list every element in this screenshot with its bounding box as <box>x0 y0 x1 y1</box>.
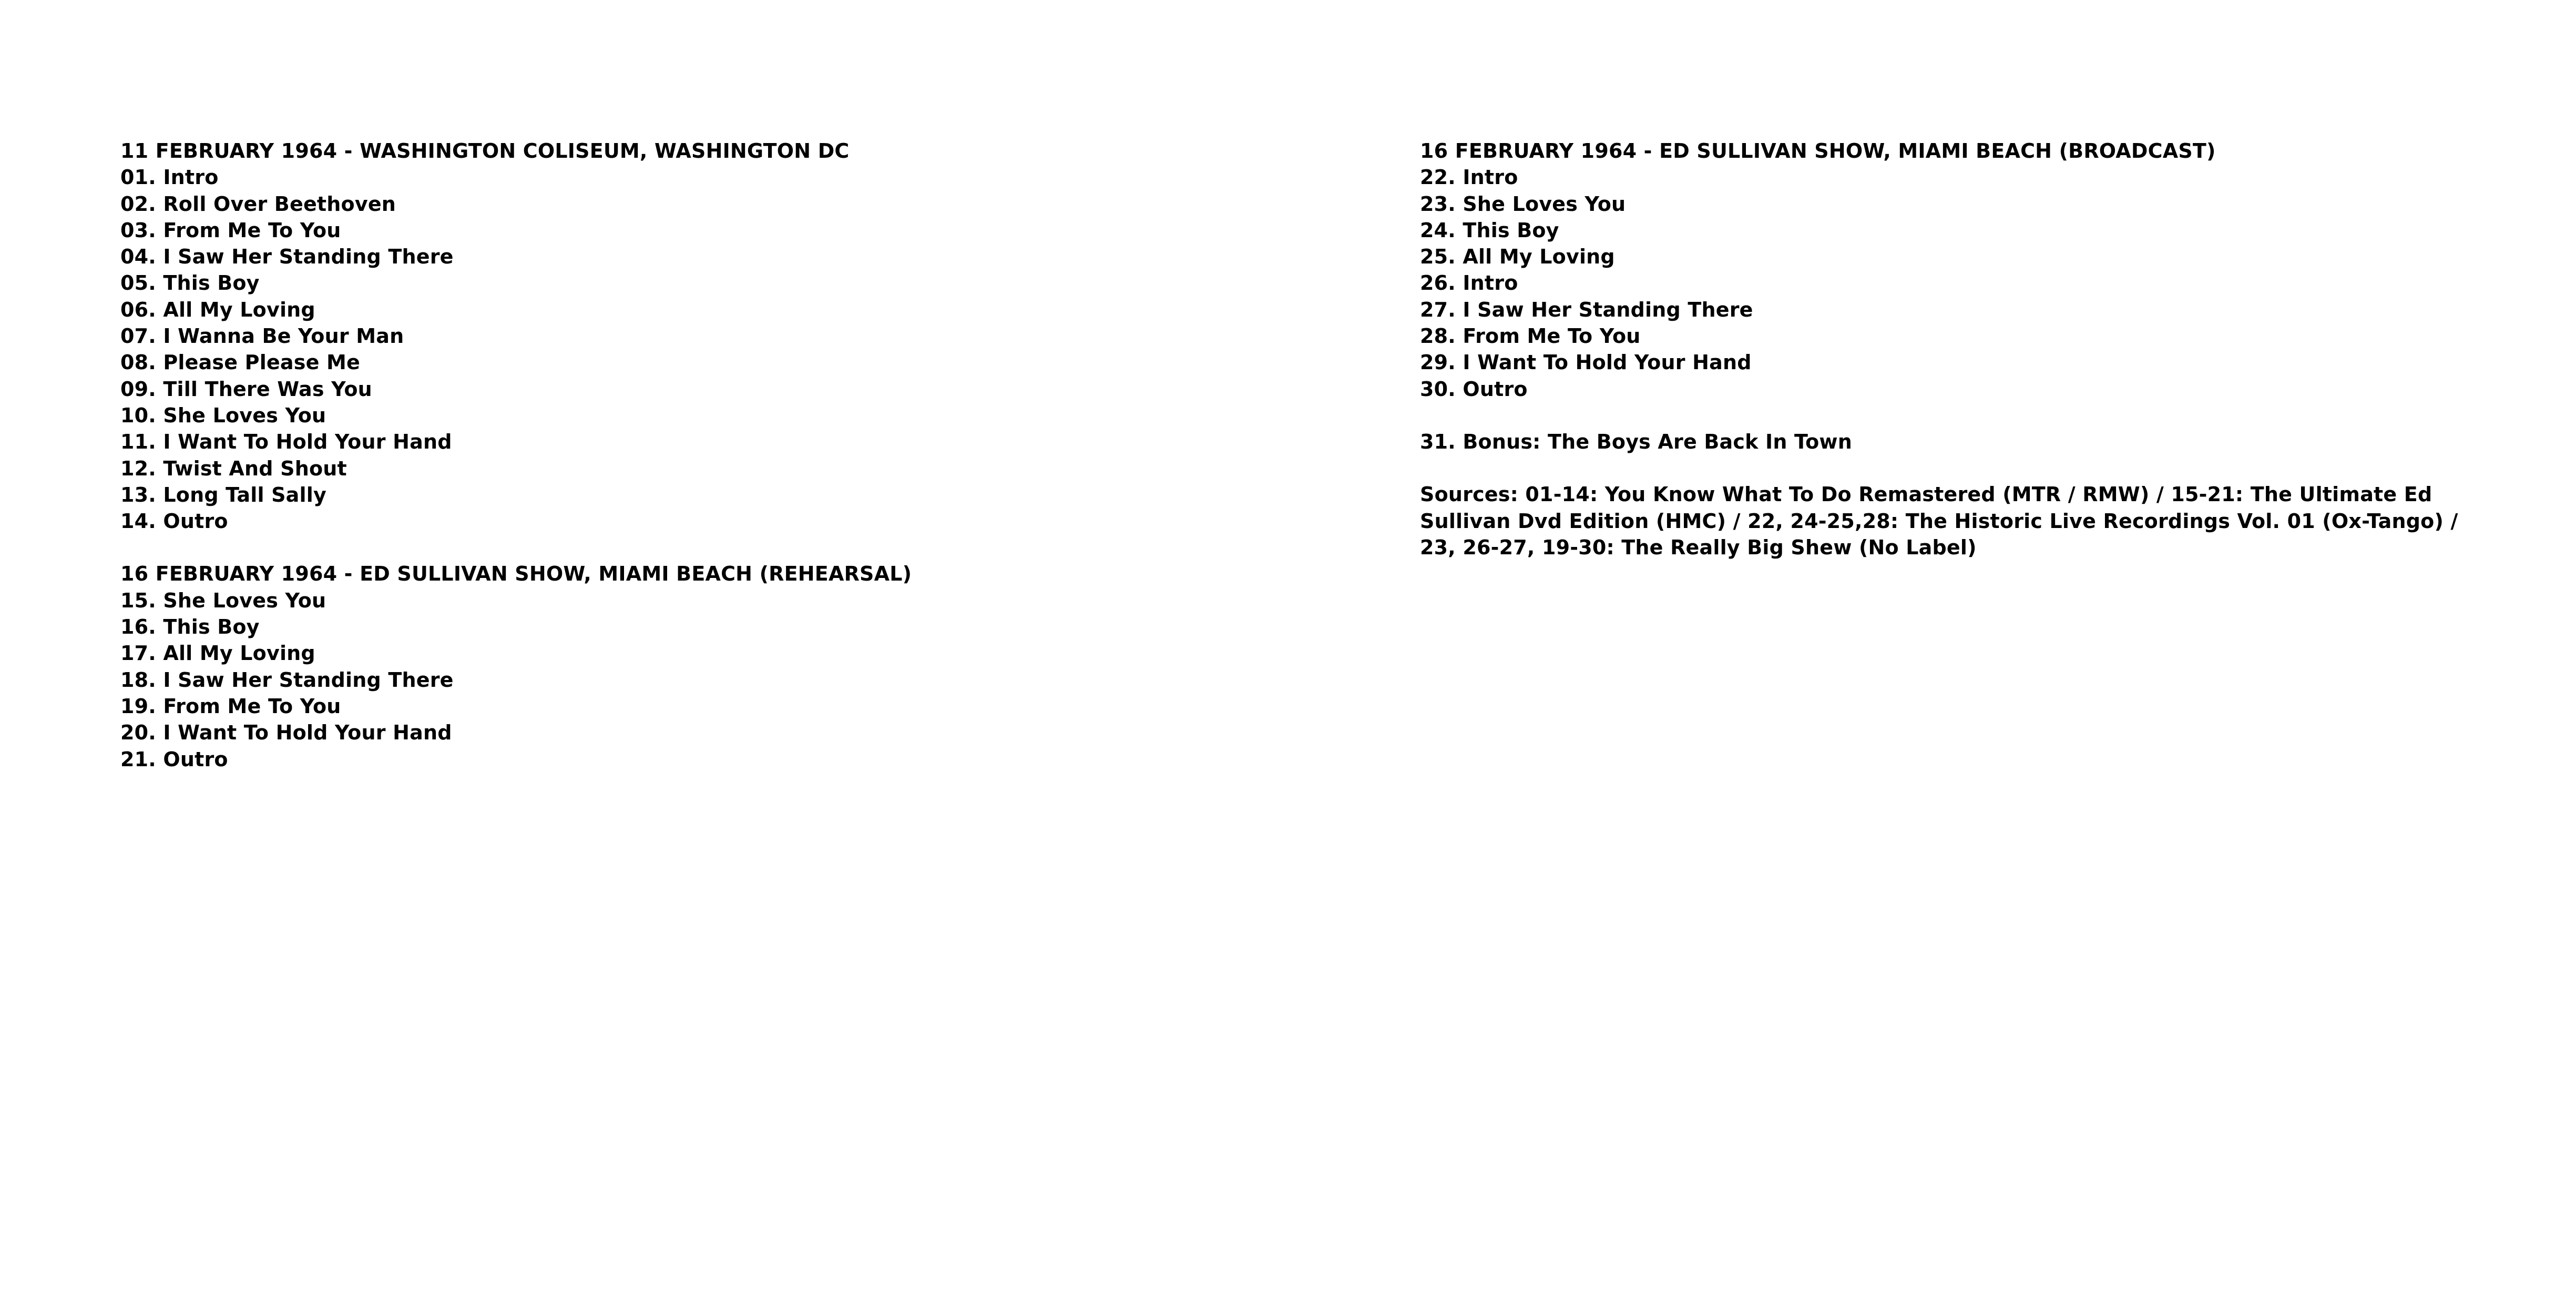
track-item: 20. I Want To Hold Your Hand <box>120 721 452 745</box>
track-item: 18. I Saw Her Standing There <box>120 668 454 692</box>
track-item: 15. She Loves You <box>120 588 326 612</box>
left-column <box>120 138 1330 799</box>
track-item: 23. She Loves You <box>1420 192 1626 216</box>
track-item: 07. I Wanna Be Your Man <box>120 324 404 348</box>
track-item: 12. Twist And Shout <box>120 456 347 480</box>
section-heading: 16 FEBRUARY 1964 - ED SULLIVAN SHOW, MIAMI BEACH (BROADCAST) <box>1420 139 2216 162</box>
track-item: 25. All My Loving <box>1420 245 1615 269</box>
track-item: 03. From Me To You <box>120 218 341 242</box>
track-item: 06. All My Loving <box>120 298 315 321</box>
ed-sullivan-rehearsal-section <box>120 561 1330 772</box>
track-item: 04. I Saw Her Standing There <box>120 245 454 269</box>
track-item: 30. Outro <box>1420 377 1528 401</box>
track-item: 19. From Me To You <box>120 694 341 718</box>
track-item: 27. I Saw Her Standing There <box>1420 298 1753 321</box>
track-item: 13. Long Tall Sally <box>120 483 326 506</box>
track-item: 29. I Want To Hold Your Hand <box>1420 351 1752 374</box>
track-item: 28. From Me To You <box>1420 324 1641 348</box>
track-item: 08. Please Please Me <box>120 351 360 374</box>
washington-coliseum-section <box>120 138 1330 534</box>
track-item: 11. I Want To Hold Your Hand <box>120 430 452 454</box>
track-item: 17. All My Loving <box>120 642 315 665</box>
bonus-track: 31. Bonus: The Boys Are Back In Town <box>1420 430 1852 453</box>
track-item: 01. Intro <box>120 166 219 189</box>
right-column <box>1420 138 2482 587</box>
track-item: 09. Till There Was You <box>120 377 372 401</box>
sources-note: Sources: 01-14: You Know What To Do Remastered (MTR / RMW) / 15-21: The Ultimate Ed Sullivan Dvd Edition (HMC) / 22, 24-25,28: The Historic Live Recordings Vol. 01 (Ox-Tango) / 23, 26-27, 19-30: The Really Big Shew (No Label) <box>1420 483 2458 559</box>
track-item: 05. This Boy <box>120 271 260 295</box>
section-heading: 11 FEBRUARY 1964 - WASHINGTON COLISEUM, WASHINGTON DC <box>120 139 850 162</box>
track-item: 10. She Loves You <box>120 403 326 427</box>
bonus-section <box>1420 429 2482 455</box>
track-item: 14. Outro <box>120 510 228 533</box>
track-item: 26. Intro <box>1420 271 1518 295</box>
track-item: 21. Outro <box>120 747 228 771</box>
ed-sullivan-broadcast-section <box>1420 138 2482 402</box>
sources-section <box>1420 481 2482 561</box>
track-item: 22. Intro <box>1420 166 1518 189</box>
track-item: 16. This Boy <box>120 615 260 639</box>
track-item: 02. Roll Over Beethoven <box>120 192 396 216</box>
section-heading: 16 FEBRUARY 1964 - ED SULLIVAN SHOW, MIAMI BEACH (REHEARSAL) <box>120 562 912 586</box>
track-item: 24. This Boy <box>1420 218 1559 242</box>
